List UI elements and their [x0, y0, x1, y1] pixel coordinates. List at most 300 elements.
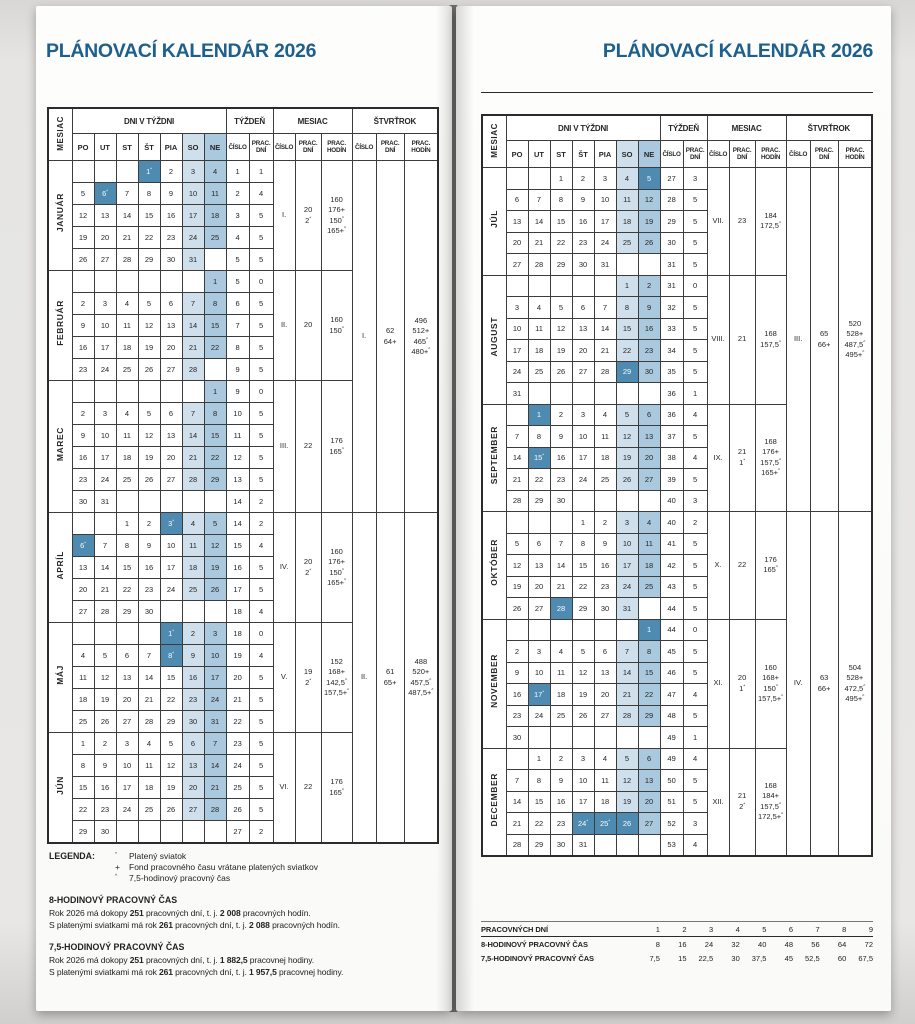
day-cell: 19	[204, 557, 226, 579]
month-name-cell	[48, 381, 72, 513]
day-cell: 30	[72, 491, 94, 513]
day-cell: 22	[72, 799, 94, 821]
day-cell: 1	[528, 404, 550, 426]
day-cell: 16	[572, 211, 594, 233]
week-number-cell: 22	[226, 711, 249, 733]
week-number-cell: 14	[226, 491, 249, 513]
day-cell: 9	[160, 183, 182, 205]
day-cell: 25	[72, 711, 94, 733]
day-cell: 3*	[160, 513, 182, 535]
day-cell: 22	[138, 227, 160, 249]
day-cell: 21	[94, 579, 116, 601]
day-cell: 27	[572, 361, 594, 383]
day-cell: 6	[528, 533, 550, 555]
day-cell: 10	[572, 426, 594, 448]
day-cell: 20	[116, 689, 138, 711]
day-cell: 2	[506, 641, 528, 663]
day-cell: 26	[638, 232, 660, 254]
day-cell: 5	[616, 748, 638, 770]
month-prac-hodin-cell	[321, 271, 352, 381]
month-prac-hodin-cell	[755, 168, 786, 276]
day-cell: 26	[550, 361, 572, 383]
value-line: 504	[848, 662, 862, 672]
day-cell: 1*	[160, 623, 182, 645]
header-sub-line: DNÍ	[384, 147, 396, 154]
header-day-po: PO	[72, 134, 94, 161]
month-prac-dni-cell	[295, 381, 321, 513]
day-cell: 7	[116, 183, 138, 205]
value-line: XI.	[713, 678, 723, 688]
day-cell: 25	[182, 579, 204, 601]
header-sub-col	[404, 134, 438, 161]
day-cell	[138, 381, 160, 403]
month-cislo-cell	[707, 619, 729, 748]
day-cell	[638, 598, 660, 620]
week-number-cell: 7	[226, 315, 249, 337]
week-number-cell: 1	[226, 161, 249, 183]
day-cell: 29	[528, 490, 550, 512]
header-tyzden: TÝŽDEŇ	[660, 115, 707, 141]
day-cell	[572, 383, 594, 405]
day-cell: 28	[506, 490, 528, 512]
day-cell: 10	[594, 189, 616, 211]
day-cell: 18	[550, 684, 572, 706]
month-cislo-cell	[707, 275, 729, 404]
day-cell: 17*	[528, 684, 550, 706]
day-cell	[72, 271, 94, 293]
day-cell: 16	[94, 777, 116, 799]
value-line: X.	[714, 560, 722, 569]
week-workdays-cell: 5	[683, 340, 707, 362]
day-cell: 18	[594, 447, 616, 469]
day-cell: 10	[94, 425, 116, 447]
hours-value-cell: 7,5	[649, 954, 660, 963]
week-number-cell: 36	[660, 383, 683, 405]
value-line: 165+^	[327, 577, 347, 587]
day-cell: 3	[572, 404, 594, 426]
header-day-ne: NE	[638, 141, 660, 168]
day-cell	[116, 161, 138, 183]
day-cell: 14	[528, 211, 550, 233]
value-line: 495+^	[845, 693, 865, 703]
hours-value-cell: 32	[731, 940, 740, 949]
note-bold-value: 251	[129, 955, 144, 965]
header-day-pia: PIA	[594, 141, 616, 168]
value-line: I.	[281, 210, 287, 220]
value-line: 528+	[846, 673, 864, 682]
day-cell: 13	[160, 315, 182, 337]
day-cell	[616, 490, 638, 512]
week-number-cell: 42	[660, 555, 683, 577]
day-cell: 30	[572, 254, 594, 276]
day-cell	[72, 623, 94, 645]
day-cell	[506, 275, 528, 297]
week-workdays-cell: 4	[249, 645, 273, 667]
day-cell: 11	[616, 189, 638, 211]
header-sub-line: ČÍSLO	[662, 150, 681, 158]
week-number-cell: 37	[660, 426, 683, 448]
quarter-prac-hodin-cell	[404, 161, 438, 513]
day-cell: 21	[138, 689, 160, 711]
week-number-cell: 31	[660, 254, 683, 276]
note-bold-value: 261	[159, 966, 173, 977]
day-cell: 1	[528, 748, 550, 770]
day-cell: 25	[204, 227, 226, 249]
day-cell: 12	[160, 755, 182, 777]
header-sub-line: HODÍN	[845, 154, 865, 161]
value-line: 20	[303, 320, 313, 330]
day-cell: 16	[72, 447, 94, 469]
day-cell	[160, 821, 182, 844]
day-cell: 18	[528, 340, 550, 362]
week-number-cell: 31	[660, 275, 683, 297]
week-workdays-cell: 0	[249, 381, 273, 403]
note-line	[49, 955, 441, 967]
day-cell: 28	[528, 254, 550, 276]
day-cell: 6	[572, 297, 594, 319]
day-cell: 5	[138, 403, 160, 425]
week-workdays-cell: 5	[683, 662, 707, 684]
day-cell: 11	[116, 315, 138, 337]
week-workdays-cell: 5	[683, 576, 707, 598]
month-name-label: APRÍL	[55, 550, 66, 580]
value-line: 2*	[739, 801, 746, 811]
day-cell	[528, 383, 550, 405]
week-number-cell: 48	[660, 705, 683, 727]
value-line: 157,5^	[760, 339, 781, 349]
day-cell: 10	[616, 533, 638, 555]
value-line: 66+	[817, 339, 831, 349]
month-name-cell	[482, 168, 506, 276]
day-cell: 25	[528, 361, 550, 383]
week-workdays-cell: 0	[683, 275, 707, 297]
week-number-cell: 26	[226, 799, 249, 821]
day-cell: 20	[160, 447, 182, 469]
header-sub-line: DNÍ	[736, 154, 748, 161]
day-cell: 2	[72, 293, 94, 315]
day-cell: 1	[204, 271, 226, 293]
month-name-label: OKTÓBER	[489, 539, 500, 587]
value-line: II.	[280, 320, 288, 330]
day-cell: 18	[638, 555, 660, 577]
value-line: 65	[819, 329, 829, 338]
hours-header-row	[481, 922, 873, 937]
hours-value-cell: 22,5	[698, 954, 714, 963]
value-line: III.	[793, 334, 803, 344]
hours-value-cell: 60	[837, 954, 847, 963]
week-workdays-cell: 5	[249, 359, 273, 381]
day-cell	[94, 381, 116, 403]
day-cell: 29	[528, 834, 550, 856]
day-cell: 27	[594, 705, 616, 727]
value-line: 176	[764, 554, 777, 564]
month-prac-dni-cell	[295, 271, 321, 381]
day-cell	[204, 359, 226, 381]
day-cell: 24	[116, 799, 138, 821]
day-cell: 5	[204, 513, 226, 535]
day-cell: 20	[638, 791, 660, 813]
day-cell: 24	[506, 361, 528, 383]
value-line: 184	[764, 210, 777, 220]
note-text: pracovných hodín.	[269, 919, 340, 930]
day-cell: 23	[572, 232, 594, 254]
day-cell	[182, 491, 204, 513]
day-cell: 6	[638, 404, 660, 426]
day-cell: 20	[94, 227, 116, 249]
value-line: 488	[414, 656, 428, 666]
day-cell: 12	[616, 426, 638, 448]
week-workdays-cell: 5	[249, 689, 273, 711]
page-title-left: PLÁNOVACÍ KALENDÁR 2026	[46, 40, 317, 62]
day-cell: 2	[182, 623, 204, 645]
week-number-cell: 16	[226, 557, 249, 579]
day-cell: 15	[204, 425, 226, 447]
day-cell: 2	[638, 275, 660, 297]
day-cell: 29	[72, 821, 94, 844]
week-number-cell: 5	[226, 271, 249, 293]
day-cell: 29	[616, 361, 638, 383]
day-cell: 14	[182, 315, 204, 337]
day-cell	[616, 619, 638, 641]
day-cell: 17	[160, 557, 182, 579]
week-workdays-cell: 5	[683, 318, 707, 340]
hours-value-cell: 40	[758, 940, 767, 949]
day-cell	[528, 275, 550, 297]
week-workdays-cell: 3	[683, 813, 707, 835]
day-cell: 11	[528, 318, 550, 340]
day-cell: 8	[528, 426, 550, 448]
week-number-cell: 52	[660, 813, 683, 835]
day-cell: 13	[638, 770, 660, 792]
month-name-cell	[482, 404, 506, 512]
day-cell	[506, 748, 528, 770]
week-number-cell: 18	[226, 601, 249, 623]
week-number-cell: 41	[660, 533, 683, 555]
value-line: 20	[303, 205, 313, 214]
quarter-prac-dni-cell	[376, 161, 404, 513]
day-cell: 21	[594, 340, 616, 362]
day-cell	[572, 275, 594, 297]
header-sub-col	[376, 134, 404, 161]
header-sub-col	[226, 134, 249, 161]
day-cell: 13	[572, 318, 594, 340]
value-line: 22	[303, 441, 313, 451]
day-cell: 16	[550, 791, 572, 813]
legend-text: Platený sviatok	[129, 851, 187, 861]
day-cell	[94, 271, 116, 293]
header-day-št: ŠT	[138, 134, 160, 161]
day-cell	[72, 381, 94, 403]
day-cell: 29	[116, 601, 138, 623]
day-cell: 15	[204, 315, 226, 337]
value-line: VIII.	[711, 334, 725, 344]
week-number-cell: 9	[226, 381, 249, 403]
day-cell: 13	[94, 205, 116, 227]
day-cell: 14	[506, 791, 528, 813]
day-cell: 22	[204, 337, 226, 359]
day-cell: 3	[94, 403, 116, 425]
day-cell: 14	[138, 667, 160, 689]
day-cell: 21	[528, 232, 550, 254]
value-line: 20	[737, 673, 747, 682]
day-cell: 28	[116, 249, 138, 271]
day-cell: 2	[94, 733, 116, 755]
day-cell: 13	[160, 425, 182, 447]
day-cell	[594, 619, 616, 641]
day-cell: 9	[550, 770, 572, 792]
month-cislo-cell	[273, 381, 295, 513]
day-cell: 7	[616, 641, 638, 663]
day-cell: 1	[550, 168, 572, 190]
day-cell: 25	[116, 359, 138, 381]
week-number-cell: 34	[660, 340, 683, 362]
header-day-ut: UT	[94, 134, 116, 161]
day-cell: 10	[506, 318, 528, 340]
day-cell: 12	[204, 535, 226, 557]
day-cell: 3	[572, 748, 594, 770]
day-cell: 12	[638, 189, 660, 211]
day-cell: 4	[138, 733, 160, 755]
hours-value-cell: 45	[784, 954, 793, 963]
day-cell: 13	[182, 755, 204, 777]
header-group-row	[48, 108, 438, 134]
day-cell: 10	[182, 183, 204, 205]
month-prac-dni-cell	[729, 619, 755, 748]
month-cislo-cell	[273, 623, 295, 733]
month-name-label: MAREC	[55, 426, 66, 462]
header-day-št: ŠT	[572, 141, 594, 168]
week-workdays-cell: 5	[249, 337, 273, 359]
day-cell: 27	[506, 254, 528, 276]
day-cell: 24	[94, 359, 116, 381]
hours-day-count: 1	[633, 922, 660, 937]
value-line: II.	[360, 672, 368, 682]
week-number-cell: 11	[226, 425, 249, 447]
header-mesiac-vertical	[48, 108, 72, 161]
week-workdays-cell: 5	[683, 469, 707, 491]
day-cell: 19	[572, 684, 594, 706]
day-cell	[638, 490, 660, 512]
week-row	[48, 513, 438, 535]
day-cell: 7	[506, 426, 528, 448]
month-prac-hodin-cell	[755, 619, 786, 748]
header-sub-line: ČÍSLO	[788, 150, 808, 158]
day-cell: 8	[204, 293, 226, 315]
week-workdays-cell: 4	[249, 601, 273, 623]
day-cell: 23	[72, 359, 94, 381]
day-cell: 11	[550, 662, 572, 684]
week-number-cell: 32	[660, 297, 683, 319]
day-cell: 7	[138, 645, 160, 667]
quarter-cislo-cell	[352, 161, 376, 513]
day-cell	[160, 601, 182, 623]
day-cell: 25	[594, 469, 616, 491]
day-cell: 15	[138, 205, 160, 227]
day-cell: 16	[72, 337, 94, 359]
week-number-cell: 18	[226, 623, 249, 645]
week-workdays-cell: 5	[249, 733, 273, 755]
week-workdays-cell: 5	[249, 205, 273, 227]
day-cell: 9	[638, 297, 660, 319]
week-row	[48, 161, 438, 183]
day-cell	[638, 834, 660, 856]
week-number-cell: 3	[226, 205, 249, 227]
week-number-cell: 50	[660, 770, 683, 792]
value-line: VI.	[279, 782, 289, 792]
header-dni-v-tyzdni: DNI V TÝŽDNI	[506, 115, 660, 141]
day-cell	[94, 623, 116, 645]
day-cell: 5	[506, 533, 528, 555]
week-workdays-cell: 5	[249, 315, 273, 337]
day-cell: 30	[550, 834, 572, 856]
day-cell	[550, 619, 572, 641]
day-cell	[204, 601, 226, 623]
day-cell: 3	[616, 512, 638, 534]
day-cell: 4	[72, 645, 94, 667]
value-line: 2*	[305, 215, 312, 225]
day-cell: 18	[72, 689, 94, 711]
month-name-cell	[482, 512, 506, 620]
day-cell: 19	[616, 447, 638, 469]
day-cell: 26	[160, 799, 182, 821]
week-number-cell: 19	[226, 645, 249, 667]
day-cell: 6*	[72, 535, 94, 557]
value-line: 157,5^	[760, 801, 781, 811]
day-cell: 9	[550, 426, 572, 448]
day-cell: 15	[616, 318, 638, 340]
value-line: 465^	[413, 336, 429, 346]
legend-label: LEGENDA:	[49, 851, 95, 861]
day-cell: 27	[528, 598, 550, 620]
month-prac-dni-cell	[729, 168, 755, 276]
day-cell: 26	[616, 469, 638, 491]
value-line: 168	[764, 329, 777, 338]
week-workdays-cell: 5	[683, 297, 707, 319]
value-line: 165^	[329, 446, 344, 456]
day-cell: 14	[94, 557, 116, 579]
value-line: III.	[279, 441, 289, 451]
day-cell: 30	[550, 490, 572, 512]
day-cell: 30	[182, 711, 204, 733]
day-cell: 12	[138, 425, 160, 447]
day-cell: 6	[160, 403, 182, 425]
day-cell: 17	[572, 447, 594, 469]
day-cell: 15	[550, 211, 572, 233]
day-cell: 6	[506, 189, 528, 211]
month-prac-hodin-cell	[321, 513, 352, 623]
value-line: 66+	[817, 683, 831, 693]
note-line	[49, 908, 441, 920]
month-prac-hodin-cell	[321, 733, 352, 844]
week-workdays-cell: 5	[249, 249, 273, 271]
legend-item	[115, 851, 318, 862]
day-cell: 10	[94, 315, 116, 337]
quarter-prac-hodin-cell	[838, 168, 872, 512]
month-name-cell	[48, 733, 72, 844]
month-name-label: NOVEMBER	[489, 654, 500, 708]
month-prac-hodin-cell	[755, 275, 786, 404]
hours-data-row	[481, 937, 873, 952]
day-cell: 19	[506, 576, 528, 598]
day-cell: 6	[594, 641, 616, 663]
value-line: 1*	[739, 683, 746, 693]
value-line: 176+	[762, 447, 780, 457]
week-number-cell: 53	[660, 834, 683, 856]
day-cell	[138, 271, 160, 293]
mesiac-vertical-label: MESIAC	[489, 123, 499, 158]
day-cell	[638, 383, 660, 405]
hours-value-cell: 64	[837, 940, 847, 949]
